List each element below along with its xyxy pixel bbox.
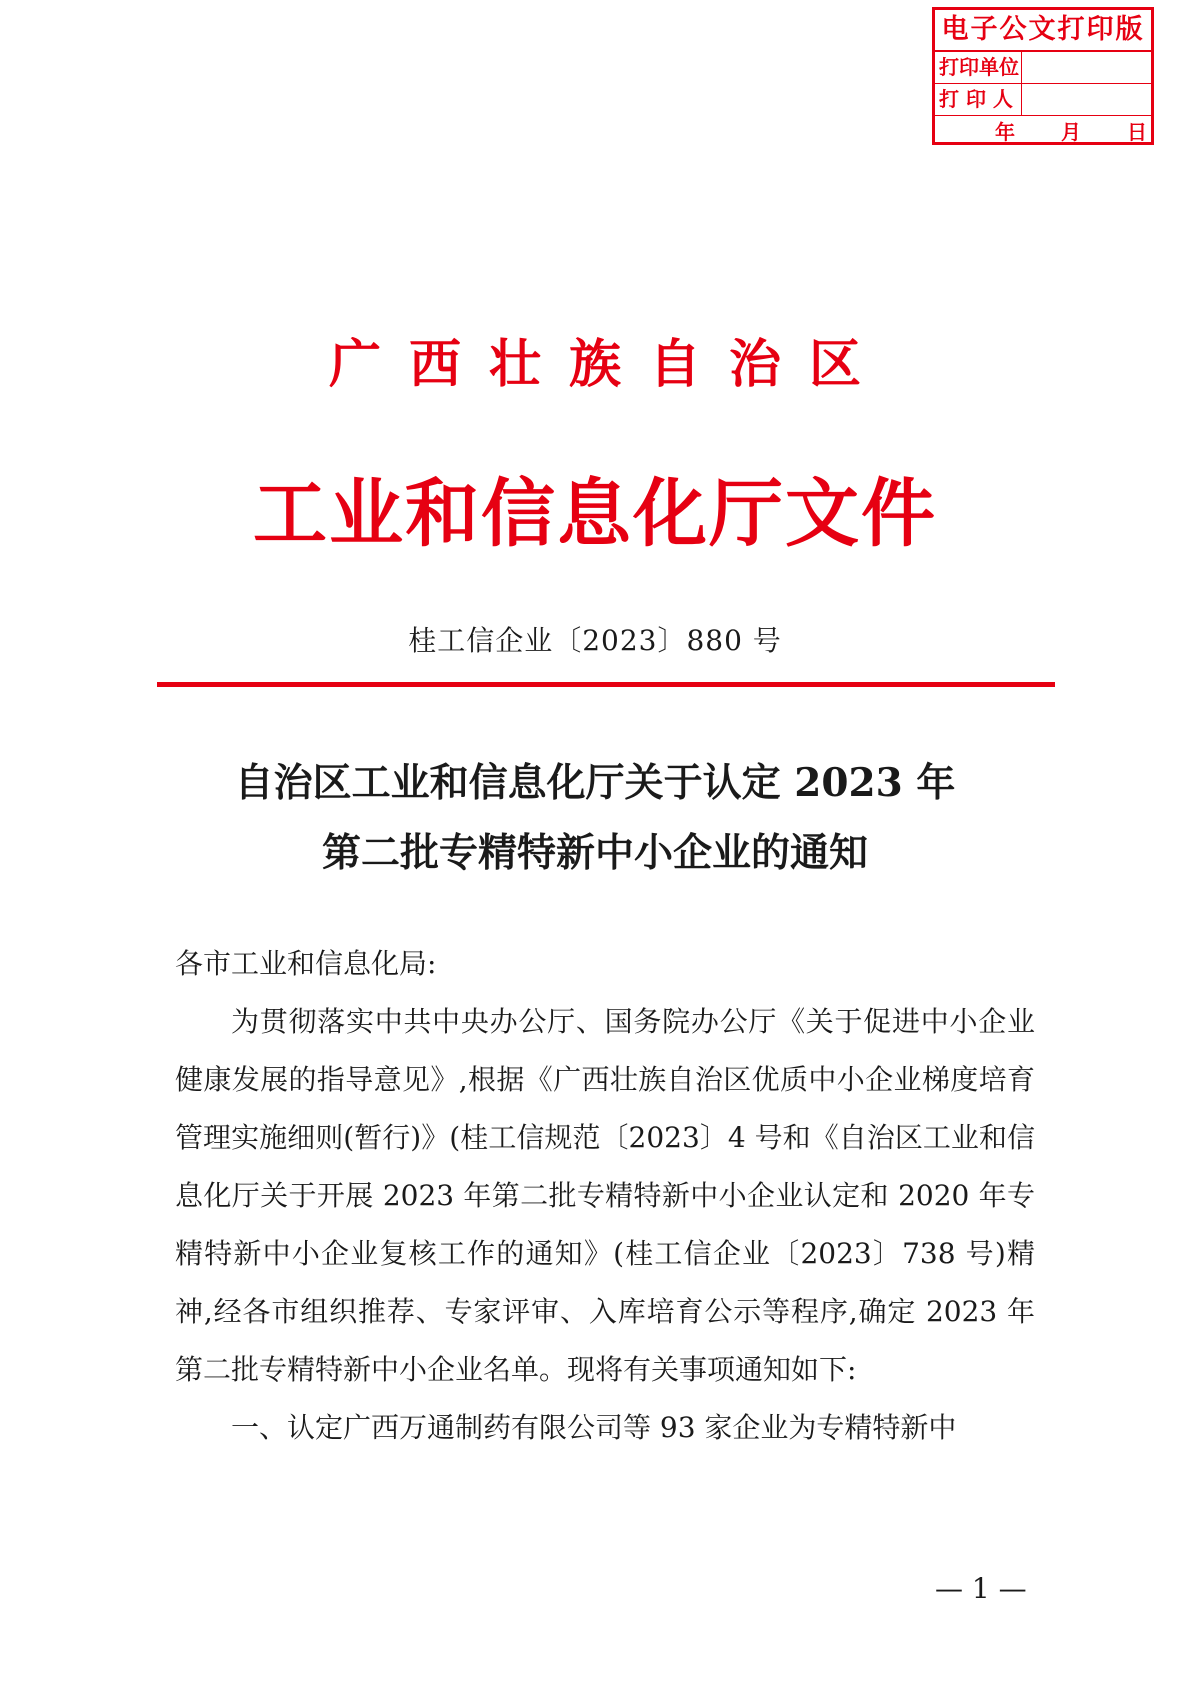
red-divider	[157, 682, 1055, 687]
stamp-title: 电子公文打印版	[935, 10, 1151, 52]
document-title-line2: 第二批专精特新中小企业的通知	[321, 830, 868, 876]
page-number: — 1 —	[935, 1572, 1027, 1605]
document-title-line1: 自治区工业和信息化厅关于认定 2023 年	[234, 760, 956, 806]
stamp-row-print-unit	[935, 52, 1151, 84]
document-body	[175, 935, 1035, 1457]
issuing-region: 广西壮族自治区	[328, 334, 889, 395]
salutation: 各市工业和信息化局:	[175, 947, 437, 980]
body-paragraph-1: 为贯彻落实中共中央办公厅、国务院办公厅《关于促进中小企业健康发展的指导意见》,根据《广西壮族自治区优质中小企业梯度培育管理实施细则(暂行)》(桂工信规范〔2023〕4 号和《自治区工业和信息化厅关于开展 2023 年第二批专精特新中小企业认定和 2020 年专精特新中小企业复核工作的通知》(桂工信企业〔2023〕738 号)精神,经各市组织推荐、专家评审、入库培育公示等程序,确定 2023 年第二批专精特新中小企业名单。现将有关事项通知如下:	[175, 1005, 1035, 1386]
issuing-department: 工业和信息化厅文件	[253, 471, 937, 557]
document-title	[0, 748, 1190, 888]
stamp-month: 月	[1061, 120, 1081, 144]
stamp-label-printer: 打 印 人	[935, 84, 1022, 115]
stamp-label-print-unit: 打印单位	[935, 52, 1022, 83]
body-paragraph-2: 一、认定广西万通制药有限公司等 93 家企业为专精特新中	[231, 1411, 957, 1444]
stamp-date	[935, 116, 1151, 149]
document-number: 桂工信企业〔2023〕880 号	[408, 624, 782, 657]
print-stamp	[932, 7, 1154, 145]
stamp-row-printer	[935, 84, 1151, 116]
stamp-day: 日	[1127, 120, 1147, 144]
stamp-year: 年	[995, 120, 1015, 144]
